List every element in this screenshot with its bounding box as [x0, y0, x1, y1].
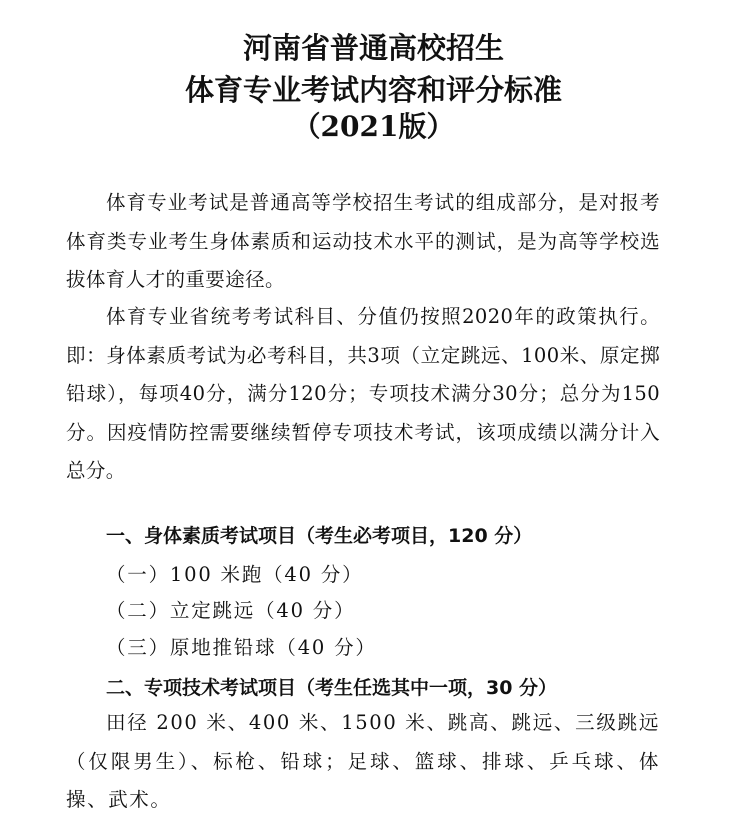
document-title-line-1: 河南省普通高校招生 [242, 31, 504, 65]
section-heading-physical-fitness: 一、身体素质考试项目（考生必考项目，120 分） [106, 525, 533, 547]
section-heading-special-skills: 二、专项技术考试项目（考生任选其中一项，30 分） [106, 677, 558, 699]
document-title-line-2: 体育专业考试内容和评分标准 [184, 73, 562, 107]
list-item: （二）立定跳远（40 分） [106, 599, 356, 622]
special-skills-paragraph: 田径 200 米、400 米、1500 米、跳高、跳远、三级跳远（仅限男生）、标枪、铅球；足球、篮球、排球、乒乓球、体操、武术。 [66, 711, 660, 811]
intro-paragraph-1: 体育专业考试是普通高等学校招生考试的组成部分，是对报考体育类专业考生身体素质和运动技术水平的测试，是为高等学校选拔体育人才的重要途径。 [66, 191, 660, 291]
list-item: （一）100 米跑（40 分） [106, 563, 364, 586]
document-title-edition: （2021版） [292, 110, 455, 143]
list-item: （三）原地推铅球（40 分） [106, 636, 377, 659]
intro-paragraph-2: 体育专业省统考考试科目、分值仍按照2020年的政策执行。即：身体素质考试为必考科目，共3项（立定跳远、100米、原定掷铅球），每项40分，满分120分；专项技术满分30分；总分为150分。因疫情防控需要继续暂停专项技术考试，该项成绩以满分计入总分。 [66, 305, 660, 482]
